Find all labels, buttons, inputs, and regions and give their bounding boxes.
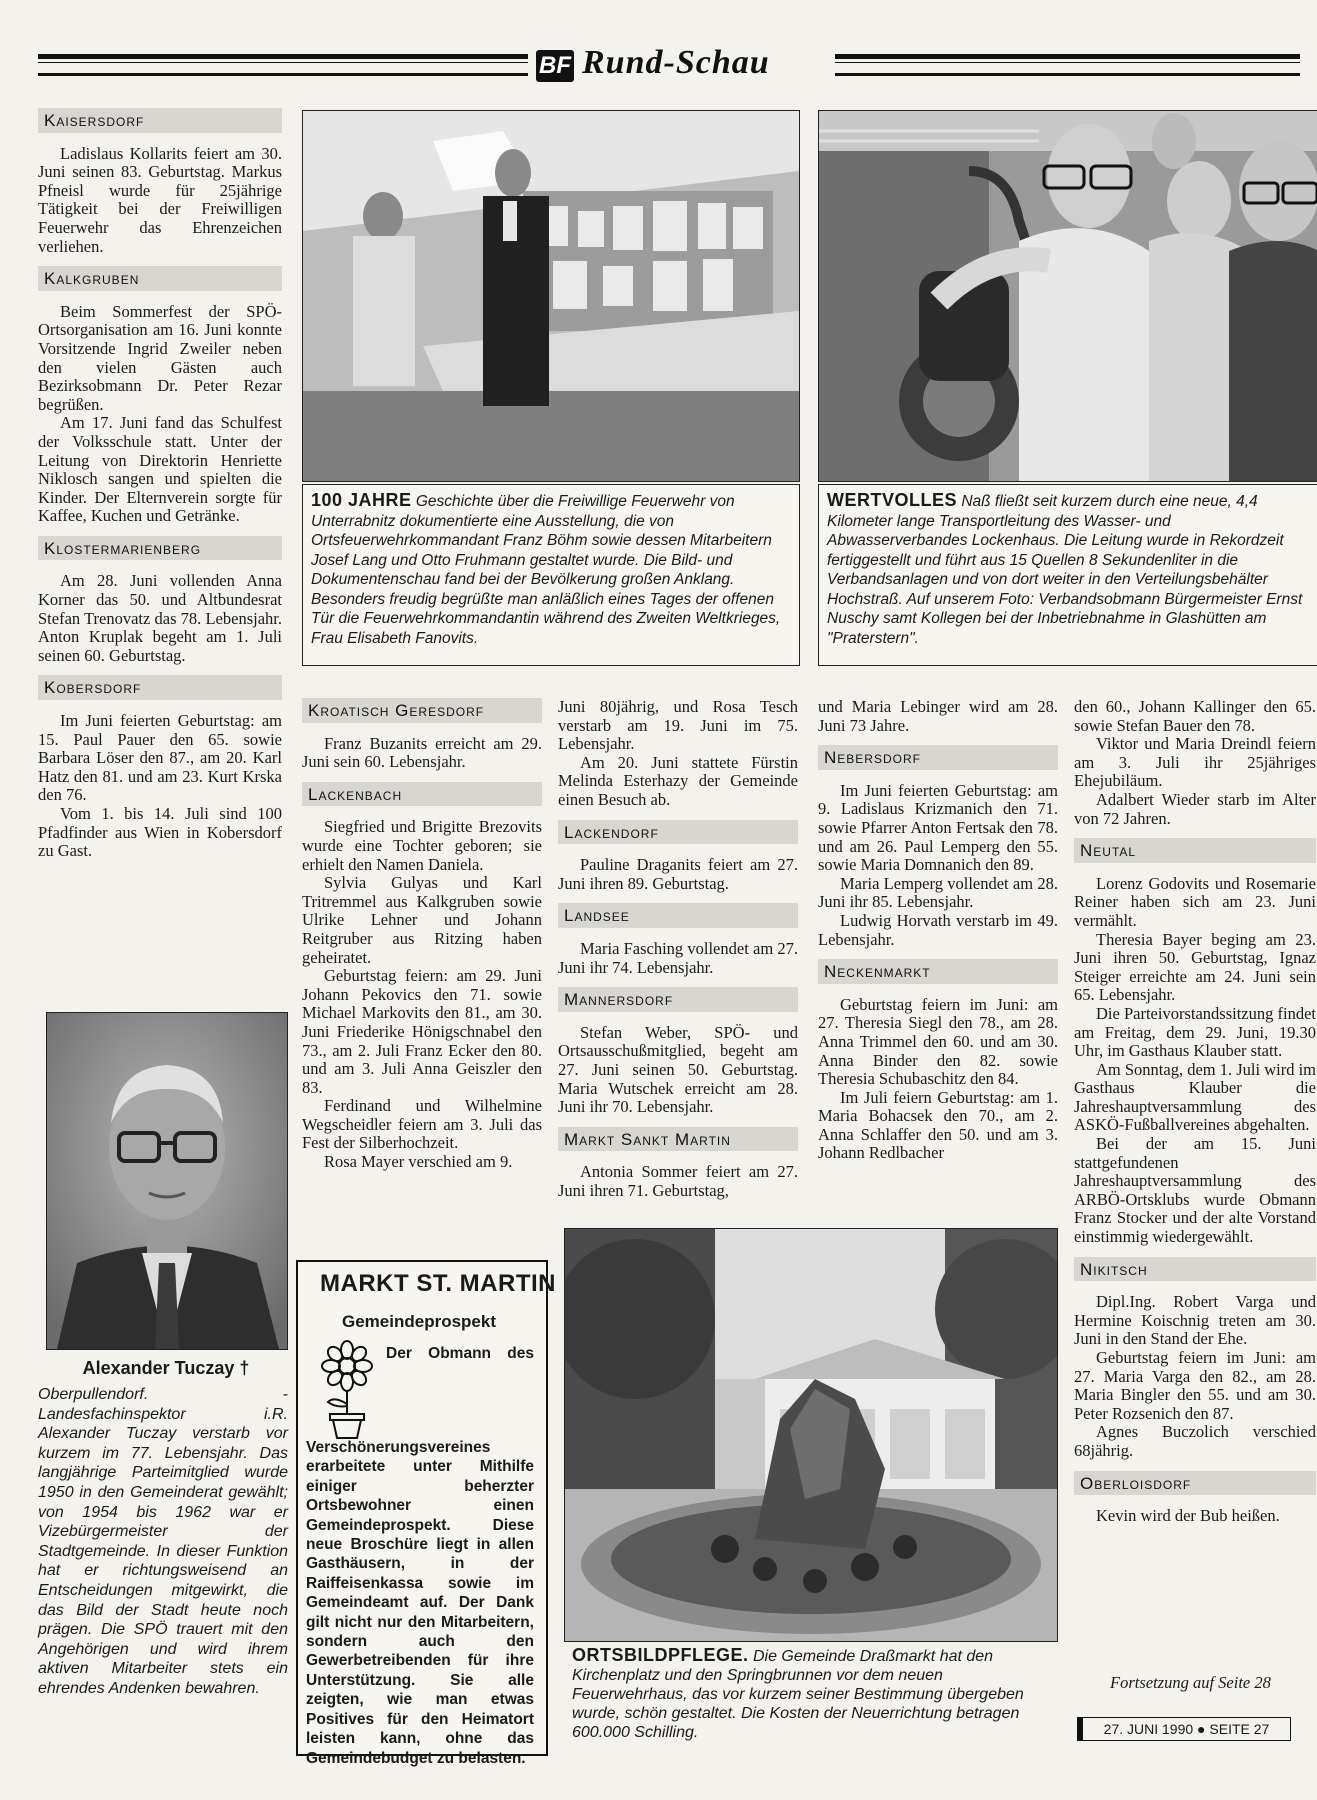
column-3 bbox=[558, 698, 798, 1200]
paragraph: Im Juni feierten Geburtstag: am 15. Paul Pauer den 65. sowie Barbara Löser den 87., am 20. Karl Hatz den 81. und am 23. Kurt Krska den 76. bbox=[38, 711, 282, 805]
paragraph: Agnes Buczolich verschied 68jährig. bbox=[1074, 1422, 1316, 1460]
caption-100-jahre-text: Geschichte über die Freiwillige Feuerwehr von Unterrabnitz dokumentierte eine Ausstellung, die von Ortsfeuerwehrkommandant Franz Böhm sowie dessen Mitarbeitern Josef Lang und Otto Fruhmann gestaltet wurde. Die Bild- und Dokumentenschau fand bei der Bevölkerung großen Anklang. Besonders freudig begrüßte man anläßlich eines Tages der offenen Tür die Feuerwehrkommandantin während des Zweiten Weltkrieges, Frau Elisabeth Fanovits. bbox=[311, 493, 781, 647]
paragraph: den 60., Johann Kallinger den 65. sowie Stefan Bauer den 78. bbox=[1074, 697, 1316, 735]
masthead-title: Rund-Schau bbox=[582, 44, 770, 81]
photo-water-pipeline bbox=[818, 110, 1317, 482]
box-text-content: Der Obmann des Verschönerungsvereines erarbeitete unter Mithilfe einiger beherzter Ortsbewohner einen Gemeindeprospekt. Diese neue Broschüre liegt in allen Gasthäusern, in der Raiffeisenkassa sowie im Gemeindeamt auf. Der Dank gilt nicht nur den Mitarbeitern, sondern auch den Gewerbetreibenden für ihre Unterstützung. Sie alle zeigten, wie man etwas Positives für den Heimatort leisten kann, ohne das Gemeindebudget zu belasten. bbox=[306, 1345, 534, 1767]
section-heading: Neckenmarkt bbox=[818, 959, 1058, 984]
masthead-rule-left bbox=[38, 54, 528, 76]
photo-fountain bbox=[564, 1228, 1058, 1642]
paragraph: Theresia Bayer beging am 23. Juni ihren 50. Geburtstag, Ignaz Steiger erreichte am 24. Juni sein 65. Lebensjahr. bbox=[1074, 929, 1316, 1005]
paragraph: Lorenz Godovits und Rosemarie Reiner haben sich am 23. Juni vermählt. bbox=[1074, 873, 1316, 930]
box-title: MARKT ST. MARTIN bbox=[320, 1270, 556, 1297]
masthead-logo: BF bbox=[536, 50, 574, 82]
paragraph: Sylvia Gulyas und Karl Tritremmel aus Kalkgruben sowie Ulrike Lehner und Johann Reitgruber aus Ritzing haben geheiratet. bbox=[302, 873, 542, 967]
paragraph: Franz Buzanits erreicht am 29. Juni sein 60. Lebensjahr. bbox=[302, 733, 542, 772]
paragraph: Ferdinand und Wilhelmine Wegscheidler feiern am 3. Juli das Fest der Silberhochzeit. bbox=[302, 1096, 542, 1153]
section-heading: Kroatisch Geresdorf bbox=[302, 698, 542, 723]
paragraph: Dipl.Ing. Robert Varga und Hermine Koischnig treten am 30. Juni in den Stand der Ehe. bbox=[1074, 1292, 1316, 1349]
paragraph: Am Sonntag, dem 1. Juli wird im Gasthaus Klauber die Jahreshauptversammlung des ASKÖ-Fußballvereines abgehalten. bbox=[1074, 1059, 1316, 1135]
continuation-note: Fortsetzung auf Seite 28 bbox=[1110, 1673, 1271, 1692]
caption-wertvolles-text: Naß fließt seit kurzem durch eine neue, 4,4 Kilometer lange Transportleitung des Wasser- und Abwasserverbandes Lockenhaus. Die Leitung wurde in Rekordzeit fertiggestellt und führt aus 15 Quellen 8 Sekundenliter in die Verbandsanlagen und von dort weiter in den Verteilungsbehälter Hochstraß. Auf unserem Foto: Verbandsobmann Bürgermeister Ernst Nuschy samt Kollegen bei der Inbetriebnahme in Glashütten am "Praterstern". bbox=[827, 493, 1303, 647]
caption-ortsbildpflege-text: Die Gemeinde Draßmarkt hat den Kirchenplatz und den Springbrunnen vor dem neuen Feuerwehrhaus, das vor kurzem seiner Bestimmung übergeben wurde, schön gestaltet. Die Kosten der Neuerrichtung betragen 600.000 Schilling. bbox=[572, 1648, 1024, 1741]
page-footer: 27. JUNI 1990 ● SEITE 27 bbox=[1077, 1717, 1291, 1741]
caption-100-jahre bbox=[302, 484, 800, 666]
paragraph: Vom 1. bis 14. Juli sind 100 Pfadfinder aus Wien in Kobersdorf zu Gast. bbox=[38, 804, 282, 861]
section-heading: Klostermarienberg bbox=[38, 536, 282, 561]
caption-ortsbildpflege bbox=[564, 1644, 1054, 1741]
paragraph: Beim Sommerfest der SPÖ-Ortsorganisation am 16. Juni konnte Vorsitzende Ingrid Zweiler neben den vielen Gästen auch Bezirksobmann Dr. Peter Rezar begrüßen. bbox=[38, 301, 282, 414]
section-heading: Lackendorf bbox=[558, 820, 798, 845]
paragraph: und Maria Lebinger wird am 28. Juni 73 Jahre. bbox=[818, 697, 1058, 735]
paragraph: Im Juni feierten Geburtstag: am 9. Ladislaus Krizmanich den 71. sowie Pfarrer Anton Fertsak den 78. und am 26. Paul Lemperg den 55. sowie Maria Domnanich den 89. bbox=[818, 780, 1058, 875]
paragraph: Am 20. Juni stattete Fürstin Melinda Esterhazy der Gemeinde einen Besuch ab. bbox=[558, 752, 798, 809]
section-heading: Kaisersdorf bbox=[38, 108, 282, 133]
column-2 bbox=[302, 698, 542, 1172]
paragraph: Am 28. Juni vollenden Anna Korner das 50. und Altbundesrat Stefan Trenovatz das 78. Lebensjahr. Anton Kruplak begeht am 1. Juli seinen 60. Geburtstag. bbox=[38, 571, 282, 665]
photo-exhibition bbox=[302, 110, 800, 482]
paragraph: Geburtstag feiern im Juni: am 27. Maria Varga den 82., am 28. Maria Bingler den 55. und am 30. Peter Rozsenich den 87. bbox=[1074, 1348, 1316, 1423]
section-heading: Neutal bbox=[1074, 838, 1316, 863]
paragraph: Bei der am 15. Juni stattgefundenen Jahreshauptversammlung des ARBÖ-Ortsklubs wurde Obmann Franz Stocker und der alte Vorstand einstimmig wiedergewählt. bbox=[1074, 1134, 1316, 1247]
column-1 bbox=[38, 108, 282, 861]
paragraph: Antonia Sommer feiert am 27. Juni ihren 71. Geburtstag, bbox=[558, 1162, 798, 1200]
caption-wertvolles bbox=[818, 484, 1317, 666]
box-text bbox=[306, 1344, 534, 1768]
obituary-name: Alexander Tuczay † bbox=[82, 1358, 250, 1378]
paragraph: Ludwig Horvath verstarb im 49. Lebensjahr. bbox=[818, 910, 1058, 949]
section-heading: Nebersdorf bbox=[818, 745, 1058, 770]
section-heading: Markt Sankt Martin bbox=[558, 1127, 798, 1152]
caption-wertvolles-lead: WERTVOLLES bbox=[827, 490, 957, 510]
paragraph: Geburtstag feiern: am 29. Juni Johann Pekovics den 71. sowie Michael Markovits den 81., am 30. Juni Friederike Hönigschnabel den 73., am 2. Juli Franz Ecker den 80. und am 3. Juli Anna Geiszler den 83. bbox=[302, 966, 542, 1097]
box-subtitle: Gemeindeprospekt bbox=[342, 1312, 496, 1331]
paragraph: Viktor und Maria Dreindl feiern am 3. Juli ihr 25jähriges Ehejubiläum. bbox=[1074, 734, 1316, 791]
paragraph: Ladislaus Kollarits feiert am 30. Juni seinen 83. Geburtstag. Markus Pfneisl wurde für 25jährige Tätigkeit bei der Freiwilligen Feuerwehr das Ehrenzeichen verliehen. bbox=[38, 143, 282, 256]
paragraph: Im Juli feiern Geburtstag: am 1. Maria Bohacsek den 70., am 2. Anna Schlaffer den 50. und am 3. Johann Redlbacher bbox=[818, 1087, 1058, 1163]
paragraph: Pauline Draganits feiert am 27. Juni ihren 89. Geburtstag. bbox=[558, 855, 798, 893]
section-heading: Landsee bbox=[558, 903, 798, 928]
section-heading: Nikitsch bbox=[1074, 1257, 1316, 1282]
paragraph: Juni 80jährig, und Rosa Tesch verstarb am 19. Juni im 75. Lebensjahr. bbox=[558, 697, 798, 754]
section-heading: Oberloisdorf bbox=[1074, 1471, 1316, 1496]
paragraph: Siegfried und Brigitte Brezovits wurde eine Tochter geboren; sie erhielt den Namen Daniela. bbox=[302, 817, 542, 874]
paragraph: Rosa Mayer verschied am 9. bbox=[324, 1152, 513, 1172]
obituary-text: Oberpullendorf. - Landesfachinspektor i.R. Alexander Tuczay verstarb vor kurzem im 77. Lebensjahr. Das langjährige Parteimitglied wurde 1950 in den Gemeinderat gewählt; von 1954 bis 1962 war er Vizebürgermeister der Stadtgemeinde. In dieser Funktion hat er richtungsweisend an Entscheidungen mitgewirkt, die das Bild der Stadt heute noch prägen. Die SPÖ trauert mit den Angehörigen und wird ihrem aktiven Mitarbeiter stets ein ehrendes Andenken bewahren. bbox=[38, 1386, 288, 1697]
paragraph: Kevin wird der Bub heißen. bbox=[1096, 1506, 1280, 1526]
section-heading: Kobersdorf bbox=[38, 675, 282, 700]
paragraph: Die Parteivorstandssitzung findet am Freitag, dem 29. Juni, 19.30 Uhr, im Gasthaus Klauber statt. bbox=[1074, 1003, 1316, 1061]
section-heading: Mannersdorf bbox=[558, 987, 798, 1012]
column-4 bbox=[818, 698, 1058, 1163]
paragraph: Am 17. Juni fand das Schulfest der Volksschule statt. Unter der Leitung von Direktorin Henriette Niklosch sangen und spielten die Kinder. Der Elternverein sorgte für Kaffee, Kuchen und Getränke. bbox=[38, 413, 282, 526]
paragraph: Maria Fasching vollendet am 27. Juni ihr 74. Lebensjahr. bbox=[558, 938, 798, 977]
column-5 bbox=[1074, 698, 1316, 1526]
masthead-rule-right bbox=[835, 54, 1300, 76]
paragraph: Stefan Weber, SPÖ- und Ortsausschußmitglied, begeht am 27. Juni seinen 50. Geburtstag. Maria Wutschek erreicht am 28. Juni ihr 70. Lebensjahr. bbox=[558, 1022, 798, 1117]
caption-100-jahre-lead: 100 JAHRE bbox=[311, 490, 412, 510]
obituary-photo bbox=[46, 1012, 288, 1350]
section-heading: Lackenbach bbox=[302, 782, 542, 807]
section-heading: Kalkgruben bbox=[38, 266, 282, 291]
paragraph: Adalbert Wieder starb im Alter von 72 Jahren. bbox=[1074, 789, 1316, 828]
paragraph: Geburtstag feiern im Juni: am 27. Theresia Siegl den 78., am 28. Anna Trimmel den 60. und am 30. Anna Binder den 82. sowie Theresia Schubaschitz den 84. bbox=[818, 994, 1058, 1089]
paragraph: Maria Lemperg vollendet am 28. Juni ihr 85. Lebensjahr. bbox=[818, 873, 1058, 912]
caption-ortsbildpflege-lead: ORTSBILDPFLEGE. bbox=[572, 1645, 749, 1665]
